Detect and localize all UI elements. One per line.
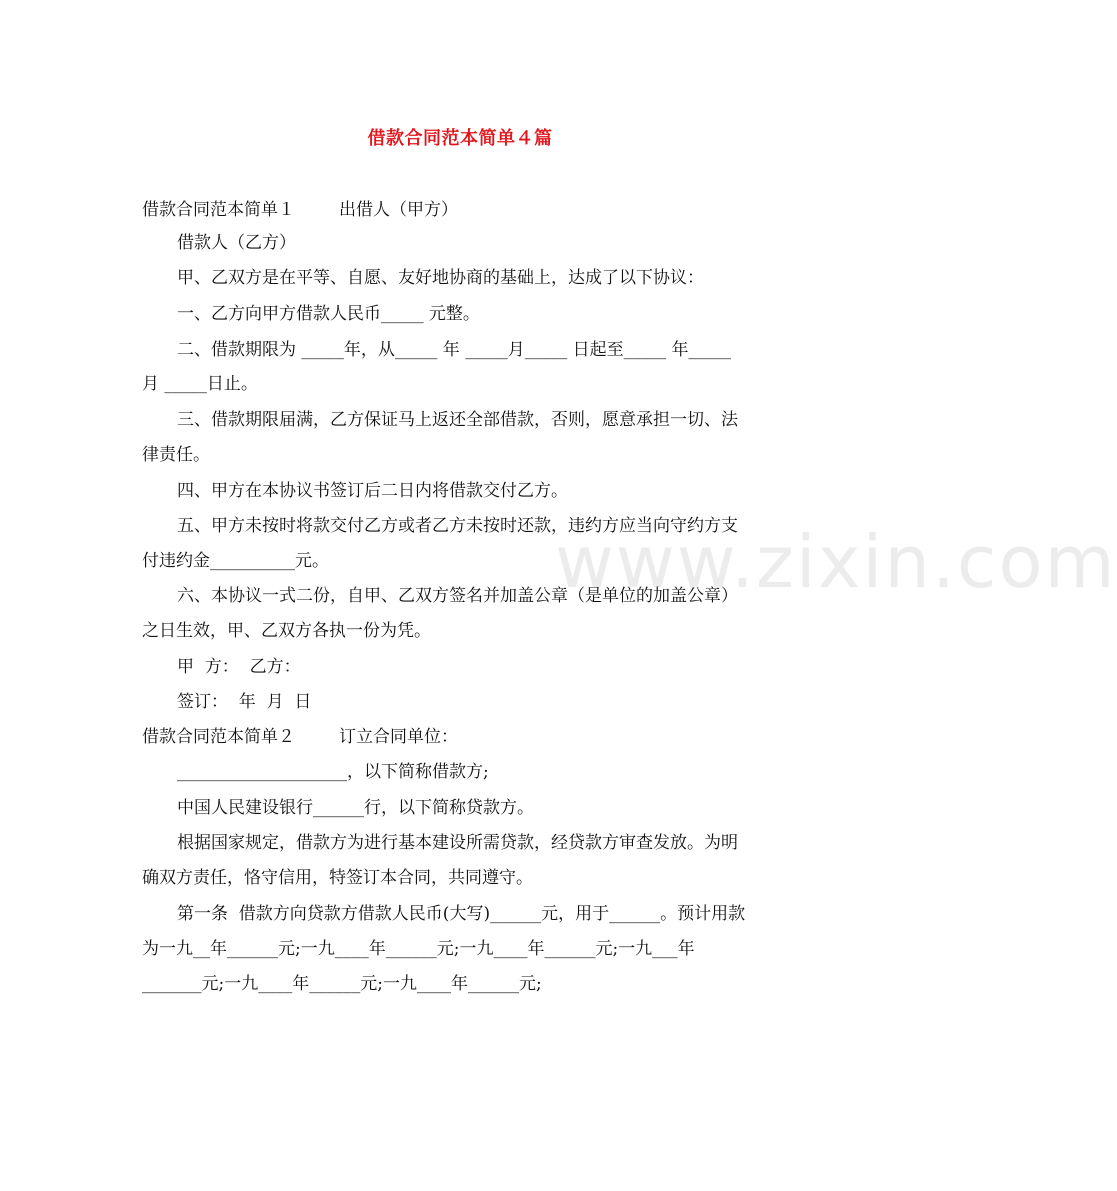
section-heading: 借款合同范本简单２ <box>142 727 295 747</box>
paragraph-line: 一、乙方向甲方借款人民币_____ 元整。 <box>177 304 480 324</box>
paragraph-line <box>142 198 458 222</box>
paragraph-line <box>142 725 458 749</box>
watermark: www.zixin.com <box>555 520 1117 604</box>
paragraph-line: 五、甲方未按时将款交付乙方或者乙方未按时还款，违约方应当向守约方支 <box>177 516 738 536</box>
paragraph-line: 六、本协议一式二份，自甲、乙双方签名并加盖公章（是单位的加盖公章） <box>177 586 738 606</box>
paragraph-line: 律责任。 <box>142 445 210 465</box>
paragraph-line: 四、甲方在本协议书签订后二日内将借款交付乙方。 <box>177 481 568 501</box>
signature-parties: 甲 方： 乙方： <box>177 657 301 677</box>
paragraph-line: 根据国家规定，借款方为进行基本建设所需贷款，经贷款方审查发放。为明 <box>177 833 738 853</box>
section-heading: 借款合同范本简单１ <box>142 200 295 220</box>
paragraph-line: 为一九__年______元;一九____年______元;一九____年______元;一九___年 <box>142 939 695 959</box>
paragraph-line: 借款人（乙方） <box>177 233 296 253</box>
paragraph-line: 二、借款期限为 _____年，从_____ 年 _____月_____ 日起至_____ 年_____ <box>177 340 732 360</box>
paragraph-line: 确双方责任，恪守信用，特签订本合同，共同遵守。 <box>142 868 533 888</box>
document-title: 借款合同范本简单４篇 <box>367 128 553 149</box>
paragraph-line: ____________________，以下简称借款方; <box>177 762 489 782</box>
paragraph-line: 第一条 借款方向贷款方借款人民币(大写)______元，用于______。预计用款 <box>177 904 746 924</box>
signing-date: 签订： 年 月 日 <box>177 692 312 712</box>
paragraph-line: _______元;一九____年______元;一九____年______元; <box>142 974 542 994</box>
paragraph-line: 中国人民建设银行______行，以下简称贷款方。 <box>177 798 534 818</box>
lender-label: 出借人（甲方） <box>339 200 458 220</box>
paragraph-line: 之日生效，甲、乙双方各执一份为凭。 <box>142 621 431 641</box>
paragraph-line: 甲、乙双方是在平等、自愿、友好地协商的基础上，达成了以下协议： <box>177 268 704 288</box>
paragraph-line: 月 _____日止。 <box>142 374 258 394</box>
contract-units-label: 订立合同单位： <box>339 727 458 747</box>
paragraph-line: 三、借款期限届满，乙方保证马上返还全部借款，否则，愿意承担一切、法 <box>177 410 738 430</box>
paragraph-line: 付违约金__________元。 <box>142 551 329 571</box>
